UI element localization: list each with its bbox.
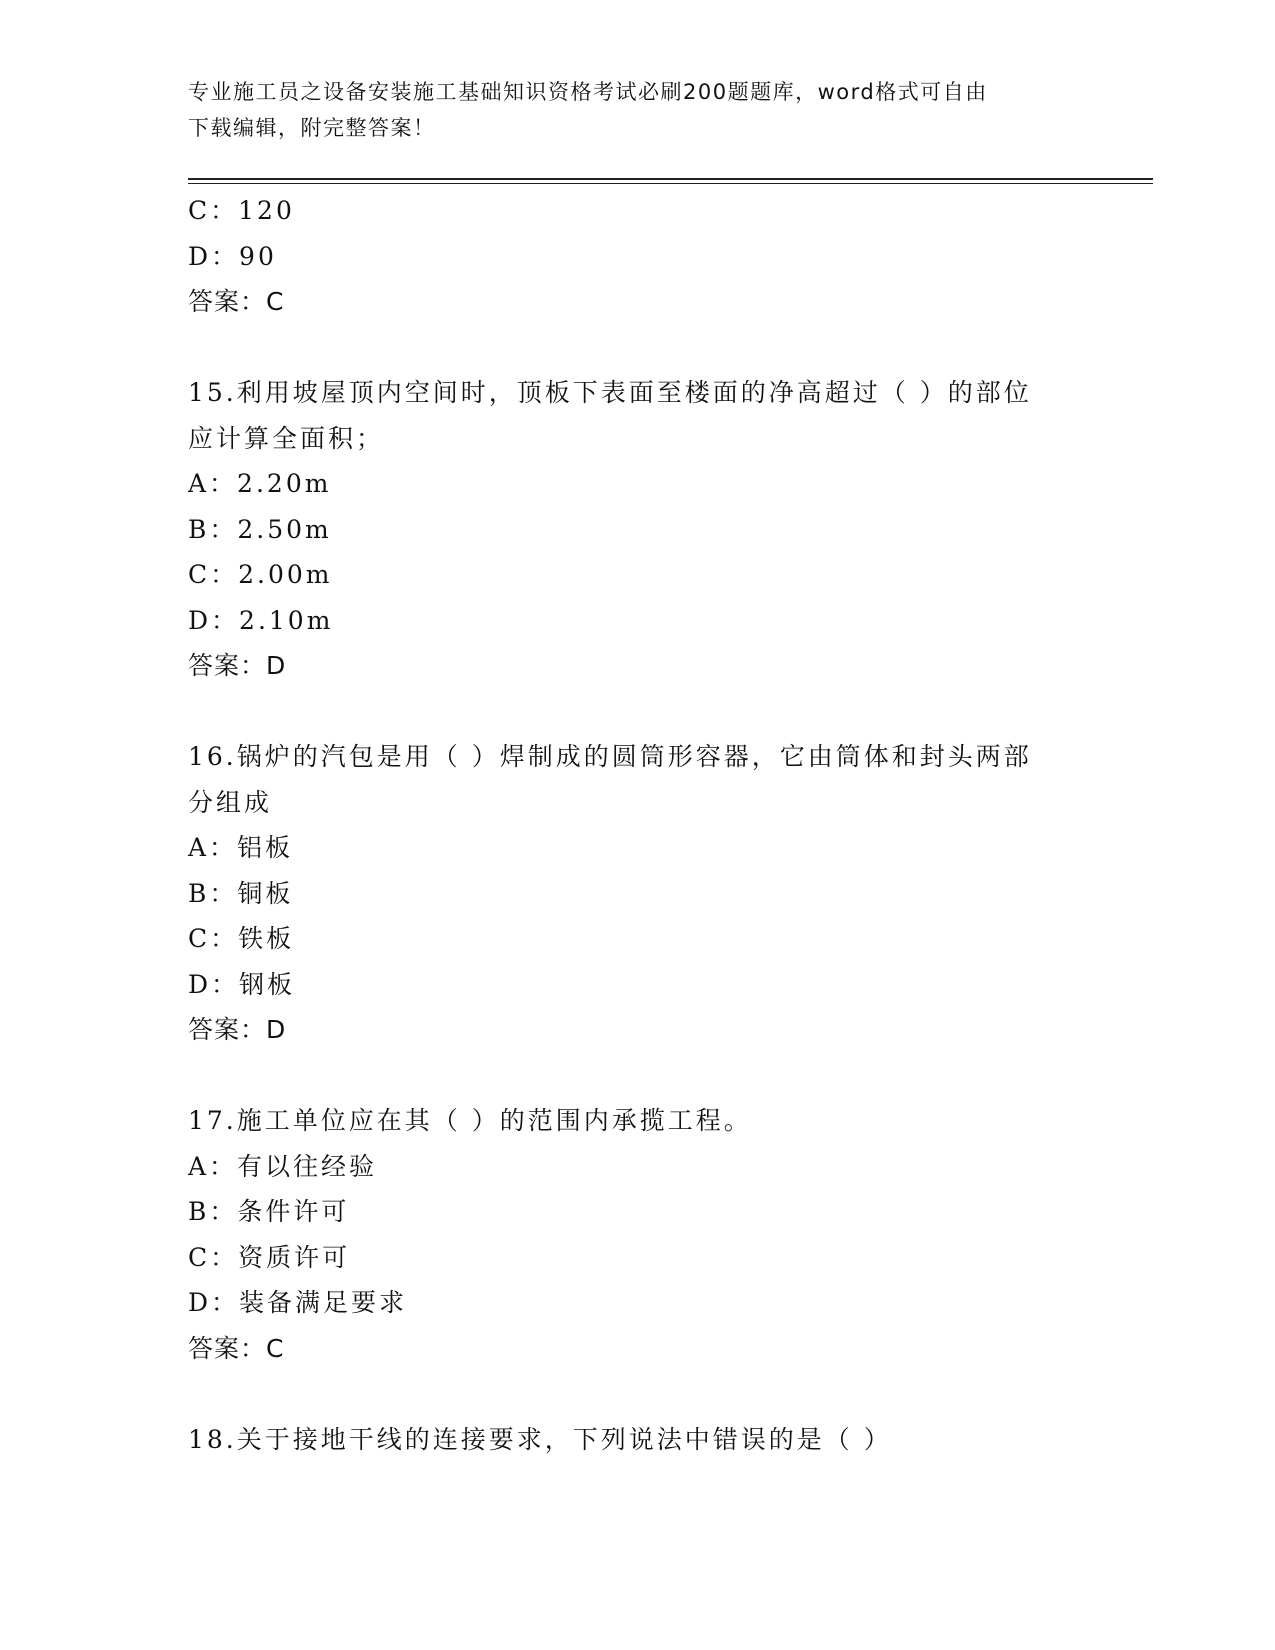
option-line: D：2.10m bbox=[188, 605, 334, 635]
option-line: C：铁板 bbox=[188, 924, 295, 953]
header-divider-thick bbox=[188, 178, 1153, 180]
option-line: C：2.00m bbox=[188, 560, 333, 589]
option-line: A：2.20m bbox=[188, 469, 332, 498]
question-text: 15.利用坡屋顶内空间时，顶板下表面至楼面的净高超过（ ）的部位 bbox=[188, 378, 1032, 407]
option-line: B：条件许可 bbox=[188, 1197, 350, 1226]
question-text: 17.施工单位应在其（ ）的范围内承揽工程。 bbox=[188, 1106, 752, 1135]
option-line: B：2.50m bbox=[188, 514, 332, 544]
spacer bbox=[188, 1371, 1088, 1417]
option-line: C：120 bbox=[188, 196, 295, 225]
answer-line: 答案：D bbox=[188, 651, 287, 680]
spacer bbox=[188, 325, 1088, 371]
question-text: 18.关于接地干线的连接要求，下列说法中错误的是（ ） bbox=[188, 1424, 892, 1454]
option-line: D：90 bbox=[188, 241, 277, 271]
answer-line: 答案：C bbox=[188, 1333, 285, 1363]
header-divider-thin bbox=[188, 183, 1153, 184]
spacer bbox=[188, 689, 1088, 735]
option-line: A：铝板 bbox=[188, 833, 294, 862]
option-line: B：铜板 bbox=[188, 878, 294, 908]
question-text: 应计算全面积； bbox=[188, 423, 385, 453]
option-line: C：资质许可 bbox=[188, 1242, 351, 1272]
answer-line: 答案：C bbox=[188, 287, 285, 316]
header-line-1: 专业施工员之设备安装施工基础知识资格考试必刷200题题库，word格式可自由 bbox=[188, 80, 988, 104]
header-line-2: 下载编辑，附完整答案！ bbox=[188, 116, 436, 140]
question-text: 16.锅炉的汽包是用（ ）焊制成的圆筒形容器，它由筒体和封头两部 bbox=[188, 742, 1032, 771]
question-list bbox=[188, 188, 1088, 1462]
option-line: A：有以往经验 bbox=[188, 1151, 378, 1181]
spacer bbox=[188, 1053, 1088, 1099]
option-line: D：装备满足要求 bbox=[188, 1288, 408, 1317]
option-line: D：钢板 bbox=[188, 969, 296, 999]
answer-line: 答案：D bbox=[188, 1015, 287, 1044]
question-text: 分组成 bbox=[188, 787, 273, 817]
document-header bbox=[188, 74, 1088, 146]
